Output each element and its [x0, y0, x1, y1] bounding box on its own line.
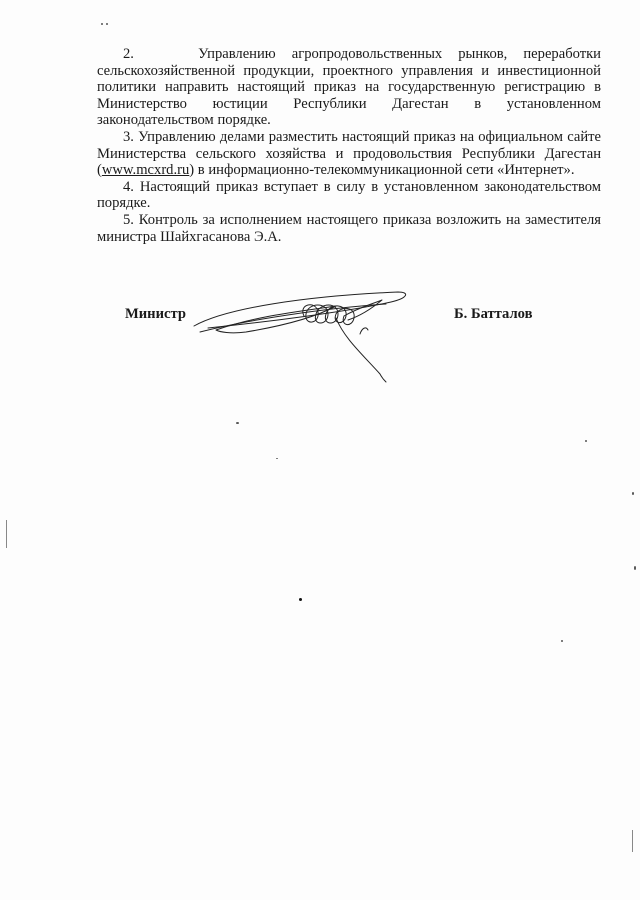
scan-speck [276, 458, 278, 459]
paragraph-text: ) в информационно-телекоммуникационной сети «Интернет». [189, 162, 575, 179]
website-link[interactable]: www.mcxrd.ru [101, 162, 190, 179]
scan-speck [634, 566, 636, 570]
paragraph-2 [97, 46, 601, 129]
signatory-title: Министр [125, 306, 186, 322]
handwritten-signature-icon [186, 286, 416, 386]
scan-speck [299, 598, 302, 601]
scan-speck [561, 640, 563, 642]
scan-edge-mark [632, 830, 633, 852]
signature-block [0, 300, 640, 390]
paragraph-text: 5. Контроль за исполнением настоящего приказа возложить на заместителя министра Шайхгасанова Э.А. [97, 211, 601, 245]
paragraph-5 [97, 212, 601, 245]
paragraph-text: 4. Настоящий приказ вступает в силу в установленном законодательством порядке. [97, 178, 601, 212]
scan-speck [236, 422, 239, 424]
order-body-text [97, 46, 601, 245]
paragraph-text: 3. Управлению делами разместить настоящий приказ на официальном сайте Министерства сельского хозяйства и продовольствия Республики Дагестан ( [97, 128, 601, 179]
scan-speck [632, 492, 634, 495]
scan-edge-mark [6, 520, 7, 548]
paragraph-3 [97, 129, 601, 179]
paragraph-4 [97, 179, 601, 212]
scan-speck [106, 23, 108, 25]
paragraph-text: 2. Управлению агропродовольственных рынков, переработки сельскохозяйственной продукции, проектного управления и инвестиционной политики направить настоящий приказ на государственную регистрацию в Министерство юстиции Республики Дагестан в установленном законодательством порядке. [97, 46, 601, 129]
scan-speck [101, 23, 103, 25]
signatory-name: Б. Батталов [454, 306, 533, 322]
scan-speck [585, 440, 587, 442]
